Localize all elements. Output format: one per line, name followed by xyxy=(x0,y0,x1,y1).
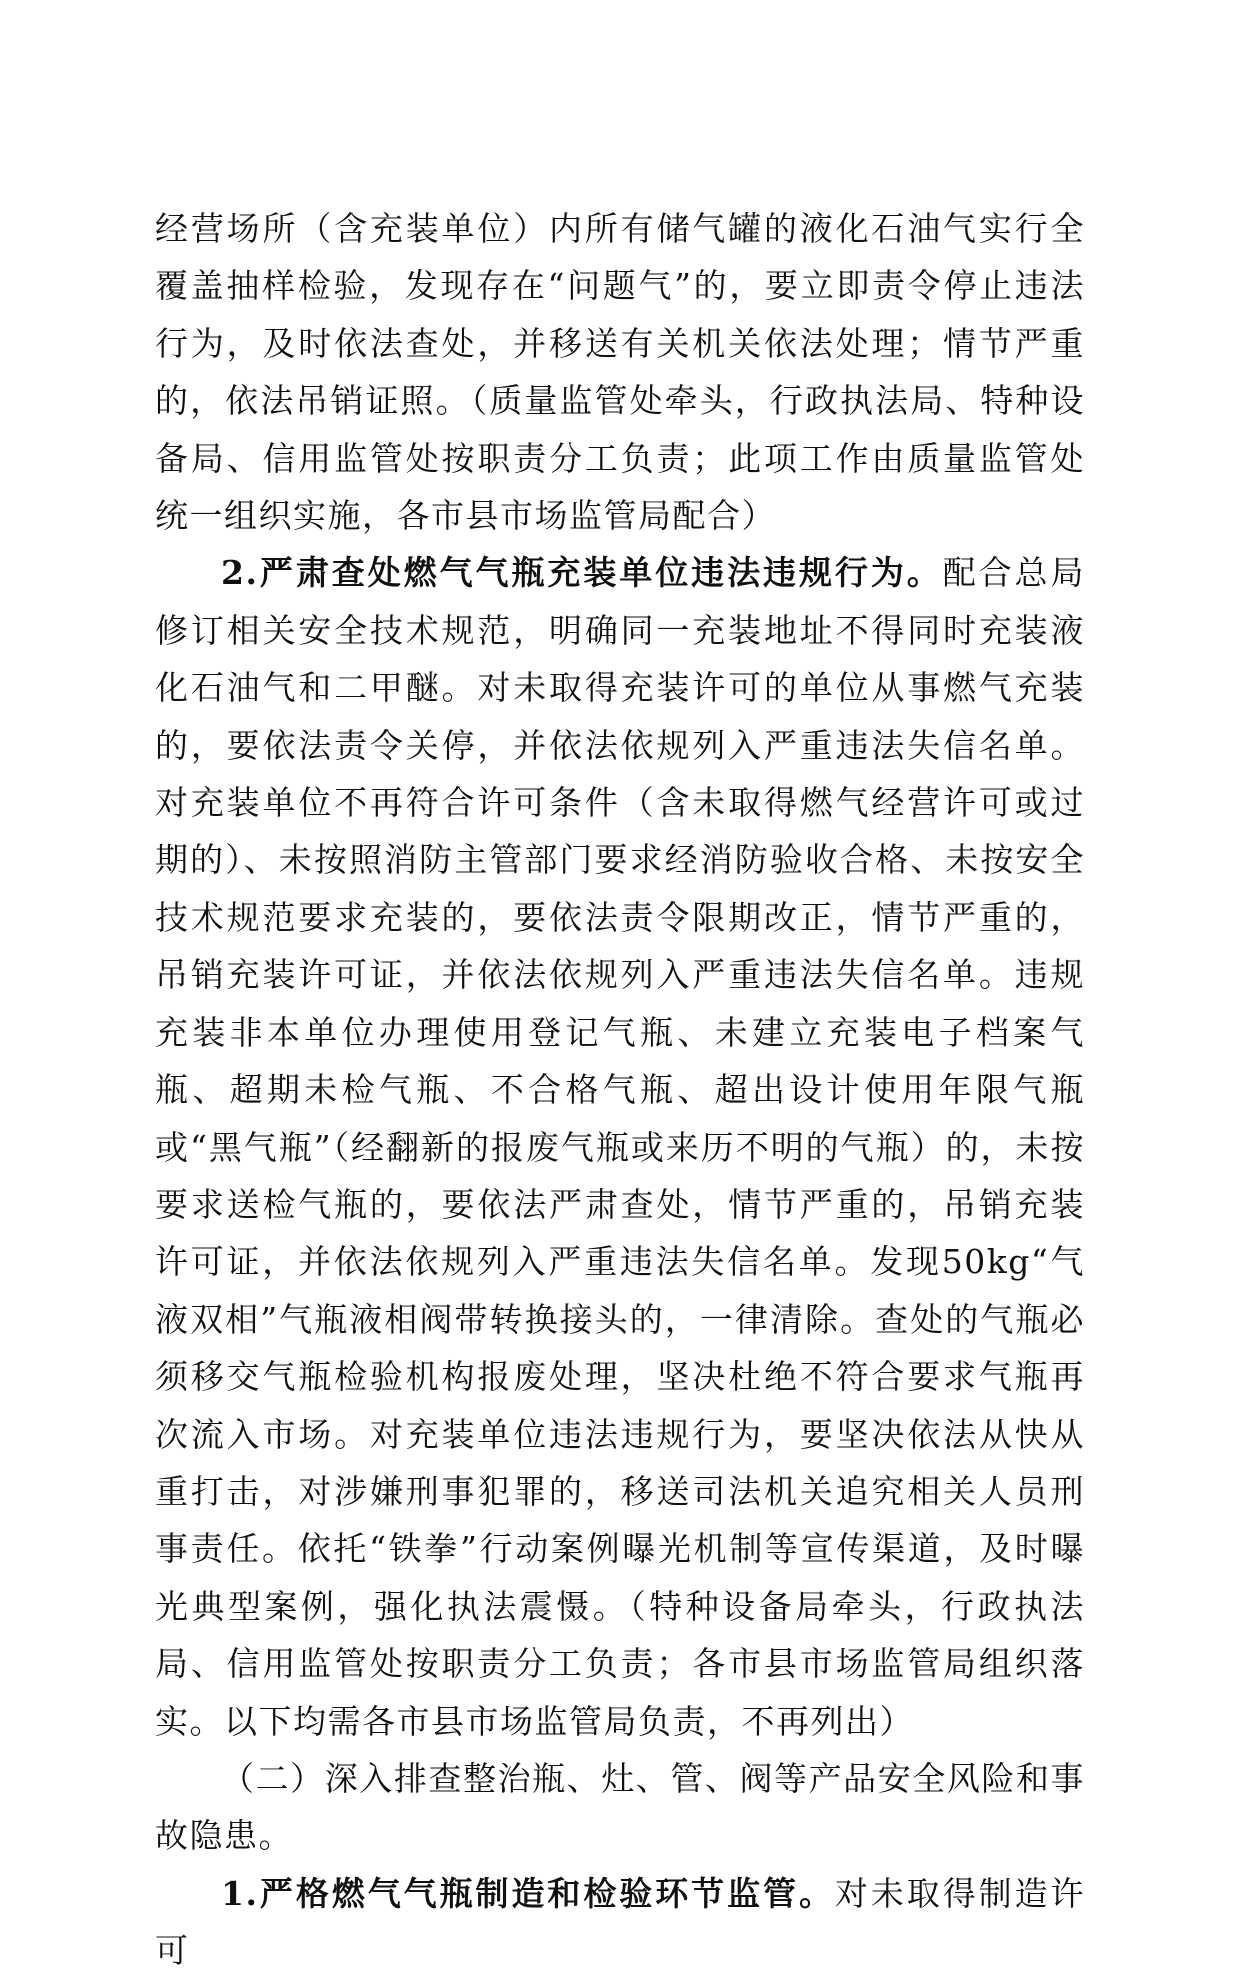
paragraph-1 xyxy=(155,200,1085,544)
section-heading xyxy=(155,1750,1085,1865)
paragraph-text: 对未取得制造许可 xyxy=(155,1873,1086,1971)
paragraph-text: 经营场所（含充装单位）内所有储气罐的液化石油气实行全覆盖抽样检验，发现存在“问题气”的，要立即责令停止违法行为，及时依法查处，并移送有关机关依法处理；情节严重的，依法吊销证照。（质量监管处牵头，行政执法局、特种设备局、信用监管处按职责分工负责；此项工作由质量监管处统一组织实施，各市县市场监管局配合） xyxy=(155,209,1085,536)
paragraph-4 xyxy=(155,1865,1085,1980)
paragraph-heading: 2.严肃查处燃气气瓶充装单位违法违规行为。 xyxy=(221,553,943,593)
paragraph-heading: 1.严格燃气气瓶制造和检验环节监管。 xyxy=(221,1873,835,1913)
paragraph-text: 配合总局修订相关安全技术规范，明确同一充装地址不得同时充装液化石油气和二甲醚。对未取得充装许可的单位从事燃气充装的，要依法责令关停，并依法依规列入严重违法失信名单。对充装单位不再符合许可条件（含未取得燃气经营许可或过期的）、未按照消防主管部门要求经消防验收合格、未按安全技术规范要求充装的，要依法责令限期改正，情节严重的，吊销充装许可证，并依法依规列入严重违法失信名单。违规充装非本单位办理使用登记气瓶、未建立充装电子档案气瓶、超期未检气瓶、不合格气瓶、超出设计使用年限气瓶或“黑气瓶”（经翻新的报废气瓶或来历不明的气瓶）的，未按要求送检气瓶的，要依法严肃查处，情节严重的，吊销充装许可证，并依法依规列入严重违法失信名单。发现50kg“气液双相”气瓶液相阀带转换接头的，一律清除。查处的气瓶必须移交气瓶检验机构报废处理，坚决杜绝不符合要求气瓶再次流入市场。对充装单位违法违规行为，要坚决依法从快从重打击，对涉嫌刑事犯罪的，移送司法机关追究相关人员刑事责任。依托“铁拳”行动案例曝光机制等宣传渠道，及时曝光典型案例，强化执法震慑。（特种设备局牵头，行政执法局、信用监管处按职责分工负责；各市县市场监管局组织落实。以下均需各市县市场监管局负责，不再列出） xyxy=(155,553,1085,1741)
paragraph-2 xyxy=(155,544,1085,1750)
paragraph-text: （二）深入排查整治瓶、灶、管、阀等产品安全风险和事故隐患。 xyxy=(155,1758,1085,1856)
document-body xyxy=(155,200,1085,1980)
